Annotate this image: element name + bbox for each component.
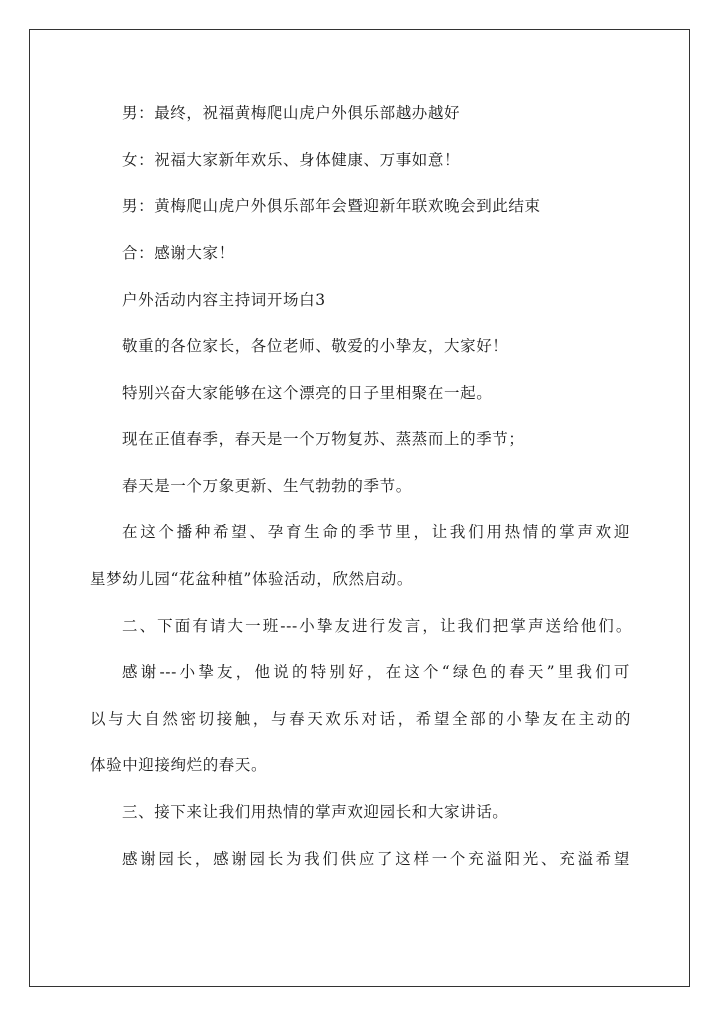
text-line: 现在正值春季，春天是一个万物复苏、蒸蒸而上的季节； <box>122 430 525 448</box>
text-line: 星梦幼儿园“花盆种植”体验活动，欣然启动。 <box>90 570 413 588</box>
text-line: 女：祝福大家新年欢乐、身体健康、万事如意！ <box>122 151 461 169</box>
section-heading: 户外活动内容主持词开场白3 <box>122 291 326 309</box>
text-line: 合：感谢大家！ <box>122 244 235 262</box>
text-line: 在这个播种希望、孕育生命的季节里，让我们用热情的掌声欢迎 <box>122 523 630 541</box>
text-line: 体验中迎接绚烂的春天。 <box>90 756 268 774</box>
page-border <box>29 29 690 987</box>
text-line: 感谢园长，感谢园长为我们供应了这样一个充溢阳光、充溢希望 <box>122 850 630 868</box>
text-line: 男：最终，祝福黄梅爬山虎户外俱乐部越办越好 <box>122 104 461 122</box>
text-line: 以与大自然密切接触，与春天欢乐对话，希望全部的小挚友在主动的 <box>90 710 631 728</box>
text-line: 三、接下来让我们用热情的掌声欢迎园长和大家讲话。 <box>122 803 509 821</box>
text-line: 特别兴奋大家能够在这个漂亮的日子里相聚在一起。 <box>122 384 493 402</box>
text-line: 二、下面有请大一班---小挚友进行发言，让我们把掌声送给他们。 <box>122 617 632 635</box>
text-line: 敬重的各位家长，各位老师、敬爱的小挚友，大家好！ <box>122 337 509 355</box>
text-line: 春天是一个万象更新、生气勃勃的季节。 <box>122 477 412 495</box>
text-line: 感谢---小挚友，他说的特别好，在这个“绿色的春天”里我们可 <box>122 663 630 681</box>
text-line: 男：黄梅爬山虎户外俱乐部年会暨迎新年联欢晚会到此结束 <box>122 197 541 215</box>
